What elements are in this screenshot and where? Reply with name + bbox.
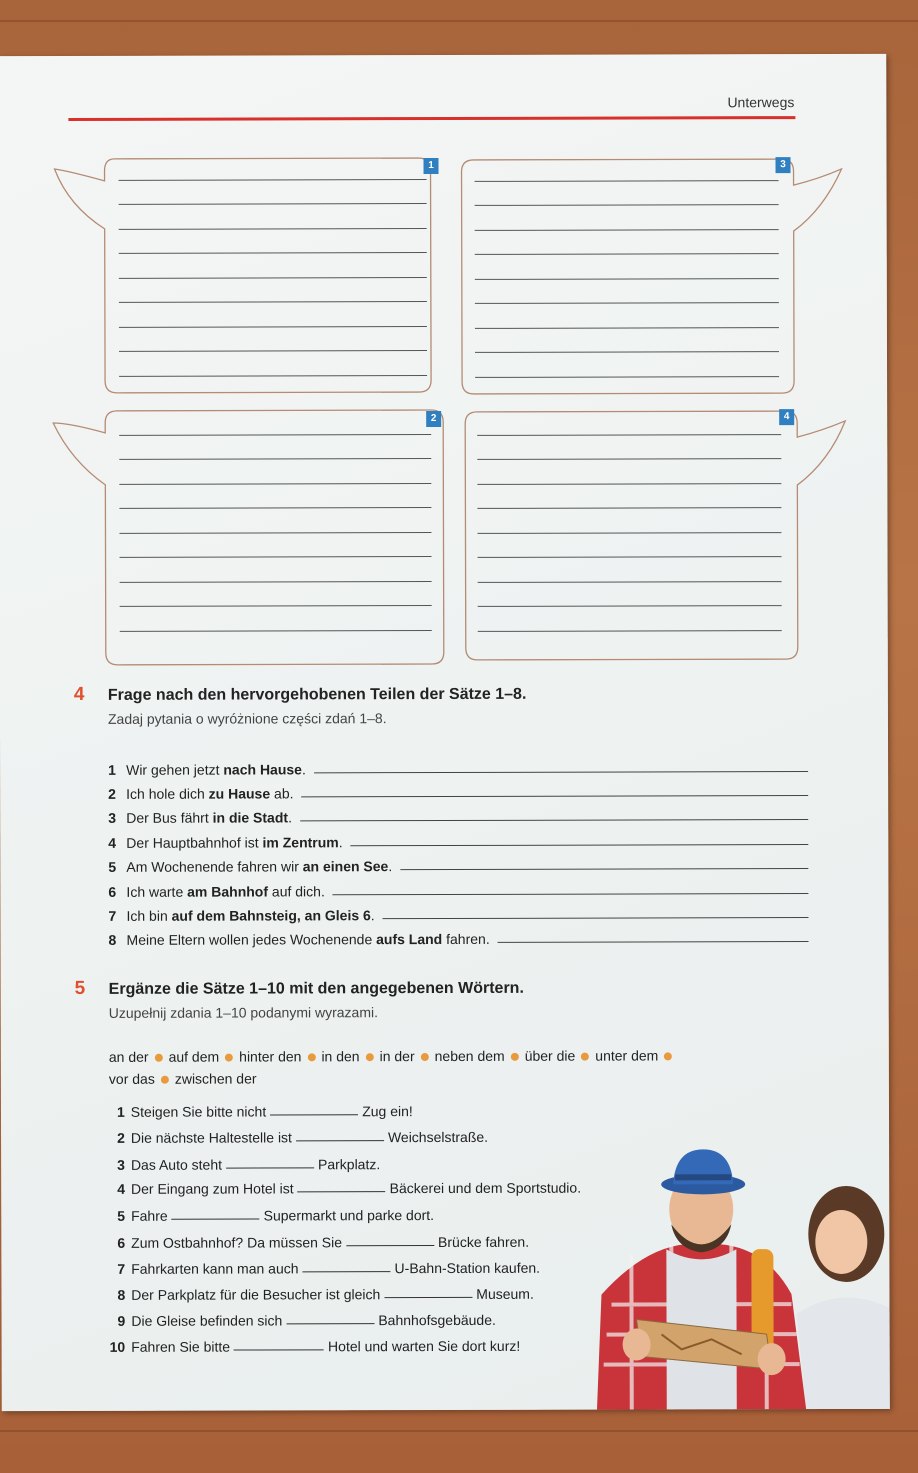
worksheet-page (0, 54, 890, 1411)
exercise-4-subtitle: Zadaj pytania o wyróżnione części zdań 1–8. (107, 710, 387, 727)
writing-lines-1[interactable] (118, 155, 427, 376)
exercise-5-item (117, 1150, 380, 1173)
bullet-dot-icon (307, 1053, 315, 1061)
answer-line[interactable] (301, 794, 808, 797)
item-number: 3 (108, 809, 117, 826)
exercise-5-subtitle: Uzupełnij zdania 1–10 podanymi wyrazami. (108, 1004, 379, 1021)
answer-line[interactable] (314, 770, 808, 773)
chapter-title: Unterwegs (727, 94, 795, 111)
word: in den (321, 1048, 360, 1065)
exercise-5-item (117, 1228, 529, 1251)
exercise-4-item (108, 874, 808, 900)
item-post: Bäckerei und dem Sportstudio. (389, 1179, 582, 1197)
item-pre: Der Parkplatz für die Besucher ist gleich (131, 1286, 381, 1303)
answer-line[interactable] (383, 916, 809, 919)
hat-band (675, 1174, 731, 1180)
gap-line[interactable] (270, 1113, 358, 1115)
bullet-dot-icon (581, 1052, 589, 1060)
answer-line[interactable] (351, 843, 809, 846)
exercise-5-item (117, 1097, 413, 1120)
item-pre: Die nächste Haltestelle ist (130, 1129, 292, 1146)
word: zwischen der (174, 1070, 257, 1087)
item-text: Wir gehen jetzt nach Hause. (126, 761, 306, 778)
table-plank (0, 1430, 918, 1432)
item-post: Zug ein! (362, 1103, 413, 1120)
item-post: Weichselstraße. (387, 1128, 489, 1146)
item-number: 3 (117, 1156, 125, 1173)
bullet-dot-icon (366, 1053, 374, 1061)
item-number: 2 (117, 1129, 125, 1146)
word-bank (109, 1044, 729, 1090)
bubble-badge-1: 1 (423, 158, 438, 174)
exercise-5-item (118, 1306, 496, 1329)
item-number: 9 (117, 1312, 126, 1329)
item-number: 8 (108, 931, 117, 948)
word: über die (524, 1047, 576, 1064)
item-pre: Die Gleise befinden sich (131, 1312, 283, 1329)
bubble-badge-4: 4 (779, 409, 794, 425)
exercise-5-title: Ergänze die Sätze 1–10 mit den angegebenen Wörtern. (108, 979, 524, 998)
answer-line[interactable] (400, 867, 808, 870)
bullet-dot-icon (161, 1076, 169, 1084)
item-pre: Zum Ostbahnhof? Da müssen Sie (131, 1234, 343, 1251)
exercise-5-item (117, 1280, 533, 1303)
word: hinter den (239, 1048, 302, 1065)
woman-shirt (796, 1297, 889, 1411)
gap-line[interactable] (286, 1322, 374, 1324)
gap-line[interactable] (226, 1166, 314, 1168)
item-text: Ich warte am Bahnhof auf dich. (126, 883, 325, 900)
exercise-4-item (108, 825, 808, 851)
item-post: Bahnhofsgebäude. (378, 1311, 496, 1329)
item-post: Parkplatz. (317, 1156, 381, 1173)
bullet-dot-icon (225, 1053, 233, 1061)
item-number: 8 (117, 1286, 126, 1303)
gap-line[interactable] (384, 1296, 472, 1298)
item-number: 4 (108, 834, 117, 851)
item-number: 1 (116, 1103, 125, 1120)
left-hand (623, 1328, 651, 1360)
writing-lines-3[interactable] (474, 156, 779, 377)
exercise-5-item (117, 1201, 434, 1224)
bullet-dot-icon (155, 1054, 163, 1062)
item-number: 1 (108, 761, 116, 778)
travelers-photo (591, 1144, 890, 1411)
gap-line[interactable] (303, 1270, 391, 1272)
gap-line[interactable] (346, 1244, 434, 1246)
item-text: Ich hole dich zu Hause ab. (126, 785, 294, 802)
exercise-4-number: 4 (73, 683, 85, 705)
exercise-4-item (108, 752, 808, 778)
item-pre: Fahren Sie bitte (131, 1338, 231, 1355)
bullet-dot-icon (421, 1053, 429, 1061)
word: in der (379, 1048, 415, 1065)
word: vor das (108, 1070, 155, 1087)
item-post: U-Bahn-Station kaufen. (394, 1259, 541, 1277)
gap-line[interactable] (296, 1139, 384, 1141)
exercise-5-item (117, 1174, 581, 1197)
item-post: Museum. (476, 1285, 534, 1302)
gap-line[interactable] (172, 1217, 260, 1219)
exercise-4-item (108, 849, 808, 875)
gap-line[interactable] (234, 1348, 324, 1350)
bullet-dot-icon (511, 1053, 519, 1061)
woman-face (815, 1210, 867, 1274)
exercise-5-item (110, 1332, 521, 1355)
item-number: 7 (108, 907, 117, 924)
writing-lines-2[interactable] (119, 410, 432, 631)
exercise-5-item (117, 1254, 540, 1277)
gap-line[interactable] (298, 1190, 386, 1192)
exercise-4-item (108, 800, 808, 826)
writing-lines-4[interactable] (477, 410, 782, 631)
exercise-4-title: Frage nach den hervorgehobenen Teilen der Sätze 1–8. (107, 685, 527, 704)
item-text: Meine Eltern wollen jedes Wochenende aufs Land fahren. (126, 930, 490, 948)
item-post: Brücke fahren. (438, 1233, 530, 1251)
exercise-5-item (117, 1123, 488, 1146)
item-number: 5 (117, 1207, 126, 1224)
item-pre: Das Auto steht (130, 1156, 223, 1173)
item-post: Hotel und warten Sie dort kurz! (328, 1337, 521, 1355)
table-plank (0, 20, 918, 22)
item-pre: Der Eingang zum Hotel ist (130, 1180, 294, 1197)
item-text: Am Wochenende fahren wir an einen See. (126, 858, 393, 875)
item-number: 4 (117, 1180, 126, 1197)
word: unter dem (595, 1047, 659, 1064)
word: neben dem (434, 1047, 505, 1065)
item-number: 6 (117, 1234, 126, 1251)
answer-line[interactable] (498, 940, 809, 943)
item-number: 6 (108, 883, 117, 900)
item-number: 5 (108, 858, 117, 875)
bubble-badge-2: 2 (426, 411, 441, 427)
item-text: Der Hauptbahnhof ist im Zentrum. (126, 834, 343, 851)
item-pre: Fahre (131, 1207, 168, 1224)
answer-line[interactable] (300, 818, 808, 821)
exercise-4-item (108, 898, 808, 924)
item-post: Supermarkt und parke dort. (263, 1207, 435, 1224)
item-text: Der Bus fährt in die Stadt. (126, 809, 292, 826)
answer-line[interactable] (333, 892, 809, 895)
item-number: 2 (108, 785, 116, 802)
item-number: 10 (109, 1338, 126, 1355)
exercise-4-item (108, 776, 808, 802)
word: auf dem (168, 1048, 220, 1065)
word: an der (108, 1048, 149, 1065)
exercise-4-item (108, 922, 808, 948)
item-number: 7 (117, 1260, 126, 1277)
item-pre: Fahrkarten kann man auch (131, 1260, 299, 1277)
bullet-dot-icon (664, 1052, 672, 1060)
header-rule (68, 116, 795, 121)
item-text: Ich bin auf dem Bahnsteig, an Gleis 6. (126, 907, 375, 924)
right-hand (758, 1343, 786, 1375)
exercise-5-number: 5 (74, 977, 86, 999)
bubble-badge-3: 3 (775, 157, 790, 173)
item-pre: Steigen Sie bitte nicht (130, 1103, 267, 1120)
